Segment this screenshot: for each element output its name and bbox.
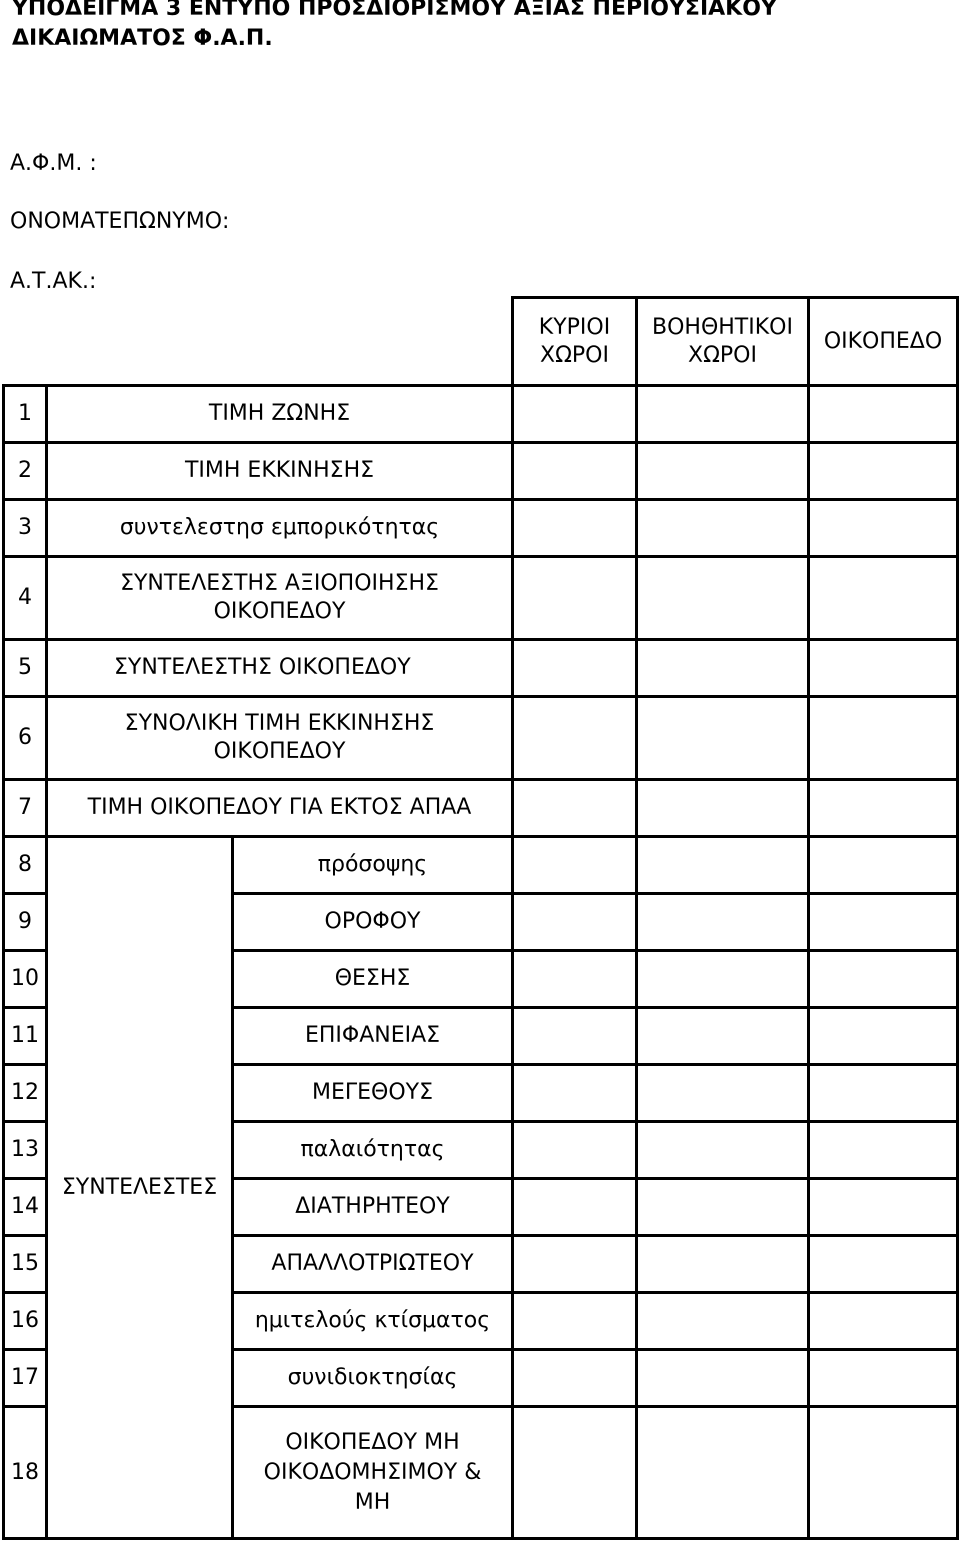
auxiliary-spaces-cell[interactable]	[637, 1236, 809, 1293]
main-spaces-cell[interactable]	[513, 500, 637, 557]
main-spaces-cell[interactable]	[513, 951, 637, 1008]
plot-cell[interactable]	[809, 894, 958, 951]
row-label	[47, 697, 513, 780]
row-label: ΕΠΙΦΑΝΕΙΑΣ	[233, 1008, 513, 1065]
row-label: ΔΙΑΤΗΡΗΤΕΟΥ	[233, 1179, 513, 1236]
row-number: 2	[4, 443, 47, 500]
row-number: 18	[4, 1407, 47, 1539]
row-label: ΤΙΜΗ ΟΙΚΟΠΕΔΟΥ ΓΙΑ ΕΚΤΟΣ ΑΠΑΑ	[47, 780, 513, 837]
main-spaces-cell[interactable]	[513, 1236, 637, 1293]
main-spaces-cell[interactable]	[513, 1008, 637, 1065]
row-number: 7	[4, 780, 47, 837]
row-number: 11	[4, 1008, 47, 1065]
plot-cell[interactable]	[809, 1065, 958, 1122]
auxiliary-spaces-cell[interactable]	[637, 837, 809, 894]
auxiliary-spaces-cell[interactable]	[637, 1008, 809, 1065]
auxiliary-spaces-cell[interactable]	[637, 1407, 809, 1539]
main-spaces-cell[interactable]	[513, 1407, 637, 1539]
main-spaces-cell[interactable]	[513, 780, 637, 837]
row-number: 9	[4, 894, 47, 951]
auxiliary-spaces-cell[interactable]	[637, 443, 809, 500]
row-label	[47, 640, 513, 697]
main-spaces-cell[interactable]	[513, 1350, 637, 1407]
row-label: ΘΕΣΗΣ	[233, 951, 513, 1008]
row-label: παλαιότητας	[233, 1122, 513, 1179]
row-label: ΤΙΜΗ ΕΚΚΙΝΗΣΗΣ	[47, 443, 513, 500]
auxiliary-spaces-cell[interactable]	[637, 780, 809, 837]
document-title	[12, 0, 952, 54]
row-label: συνιδιοκτησίας	[233, 1350, 513, 1407]
main-spaces-cell[interactable]	[513, 386, 637, 443]
row-label-text: ΣΥΝΟΛΙΚΗ ΤΙΜΗ ΕΚΚΙΝΗΣΗΣ ΟΙΚΟΠΕΔΟΥ	[124, 711, 435, 764]
row-label	[233, 1407, 513, 1539]
row-number: 6	[4, 697, 47, 780]
row-number: 3	[4, 500, 47, 557]
row-label: πρόσοψης	[233, 837, 513, 894]
plot-cell[interactable]	[809, 837, 958, 894]
row-number: 17	[4, 1350, 47, 1407]
auxiliary-spaces-cell[interactable]	[637, 1293, 809, 1350]
valuation-table	[2, 296, 959, 1540]
row-label: συντελεστησ εμπορικότητας	[47, 500, 513, 557]
row-number: 16	[4, 1293, 47, 1350]
auxiliary-spaces-cell[interactable]	[637, 1350, 809, 1407]
auxiliary-spaces-cell[interactable]	[637, 557, 809, 640]
plot-cell[interactable]	[809, 1122, 958, 1179]
auxiliary-spaces-cell[interactable]	[637, 697, 809, 780]
row-label: ημιτελούς κτίσματος	[233, 1293, 513, 1350]
main-spaces-cell[interactable]	[513, 1122, 637, 1179]
main-spaces-cell[interactable]	[513, 1179, 637, 1236]
coefficients-group-label: ΣΥΝΤΕΛΕΣΤΕΣ	[47, 837, 233, 1539]
row-label: ΤΙΜΗ ΖΩΝΗΣ	[47, 386, 513, 443]
title-line-2: ΔΙΚΑΙΩΜΑΤΟΣ Φ.Α.Π.	[12, 26, 273, 51]
table-row	[4, 557, 958, 640]
table-row	[4, 640, 958, 697]
header-row	[4, 298, 958, 386]
row-number: 4	[4, 557, 47, 640]
row-label-text: ΟΙΚΟΠΕΔΟΥ ΜΗ ΟΙΚΟΔΟΜΗΣΙΜΟΥ & ΜΗ	[263, 1429, 482, 1515]
row-number: 15	[4, 1236, 47, 1293]
table-row	[4, 780, 958, 837]
main-spaces-header: ΚΥΡΙΟΙ ΧΩΡΟΙ	[513, 298, 637, 386]
row-number: 14	[4, 1179, 47, 1236]
auxiliary-spaces-cell[interactable]	[637, 386, 809, 443]
main-spaces-cell[interactable]	[513, 557, 637, 640]
plot-cell[interactable]	[809, 1179, 958, 1236]
row-number: 5	[4, 640, 47, 697]
auxiliary-spaces-cell[interactable]	[637, 640, 809, 697]
table-row	[4, 697, 958, 780]
row-number: 13	[4, 1122, 47, 1179]
main-spaces-cell[interactable]	[513, 1065, 637, 1122]
auxiliary-spaces-cell[interactable]	[637, 500, 809, 557]
auxiliary-spaces-header: ΒΟΗΘΗΤΙΚΟΙ ΧΩΡΟΙ	[637, 298, 809, 386]
plot-cell[interactable]	[809, 500, 958, 557]
id-field-label: Α.Τ.ΑΚ.:	[10, 269, 97, 294]
title-line-1: ΥΠΟΔΕΙΓΜΑ 3 ΕΝΤΥΠΟ ΠΡΟΣΔΙΟΡΙΣΜΟΥ ΑΞΙΑΣ ΠΕΡΙΟΥΣΙΑΚΟΥ	[12, 0, 777, 21]
plot-cell[interactable]	[809, 697, 958, 780]
plot-cell[interactable]	[809, 1407, 958, 1539]
plot-cell[interactable]	[809, 443, 958, 500]
main-spaces-cell[interactable]	[513, 697, 637, 780]
row-label: ΑΠΑΛΛΟΤΡΙΩΤΕΟΥ	[233, 1236, 513, 1293]
row-label: ΟΡΟΦΟΥ	[233, 894, 513, 951]
main-spaces-cell[interactable]	[513, 640, 637, 697]
main-spaces-cell[interactable]	[513, 1293, 637, 1350]
row-label	[47, 557, 513, 640]
name-field-label: ΟΝΟΜΑΤΕΠΩΝΥΜΟ:	[10, 209, 230, 234]
row-label-text: ΣΥΝΤΕΛΕΣΤΗΣ ΑΞΙΟΠΟΙΗΣΗΣ ΟΙΚΟΠΕΔΟΥ	[120, 571, 439, 624]
auxiliary-spaces-cell[interactable]	[637, 1065, 809, 1122]
table-row	[4, 443, 958, 500]
row-label-text: ΣΥΝΤΕΛΕΣΤΗΣ ΟΙΚΟΠΕΔΟΥ	[114, 655, 411, 680]
table-row	[4, 386, 958, 443]
main-spaces-cell[interactable]	[513, 837, 637, 894]
auxiliary-spaces-cell[interactable]	[637, 894, 809, 951]
table-row	[4, 500, 958, 557]
header-blank-cell	[4, 298, 513, 386]
auxiliary-spaces-cell[interactable]	[637, 951, 809, 1008]
row-number: 12	[4, 1065, 47, 1122]
plot-cell[interactable]	[809, 1008, 958, 1065]
afm-field-label: Α.Φ.Μ. :	[10, 151, 97, 176]
main-spaces-cell[interactable]	[513, 894, 637, 951]
row-number: 1	[4, 386, 47, 443]
plot-header: ΟΙΚΟΠΕΔΟ	[809, 298, 958, 386]
plot-cell[interactable]	[809, 951, 958, 1008]
plot-cell[interactable]	[809, 1236, 958, 1293]
row-label: ΜΕΓΕΘΟΥΣ	[233, 1065, 513, 1122]
row-number: 8	[4, 837, 47, 894]
auxiliary-spaces-cell[interactable]	[637, 1179, 809, 1236]
plot-cell[interactable]	[809, 640, 958, 697]
plot-cell[interactable]	[809, 1350, 958, 1407]
main-spaces-cell[interactable]	[513, 443, 637, 500]
plot-cell[interactable]	[809, 780, 958, 837]
row-number: 10	[4, 951, 47, 1008]
plot-cell[interactable]	[809, 1293, 958, 1350]
plot-cell[interactable]	[809, 386, 958, 443]
plot-cell[interactable]	[809, 557, 958, 640]
auxiliary-spaces-cell[interactable]	[637, 1122, 809, 1179]
table-row	[4, 837, 958, 894]
